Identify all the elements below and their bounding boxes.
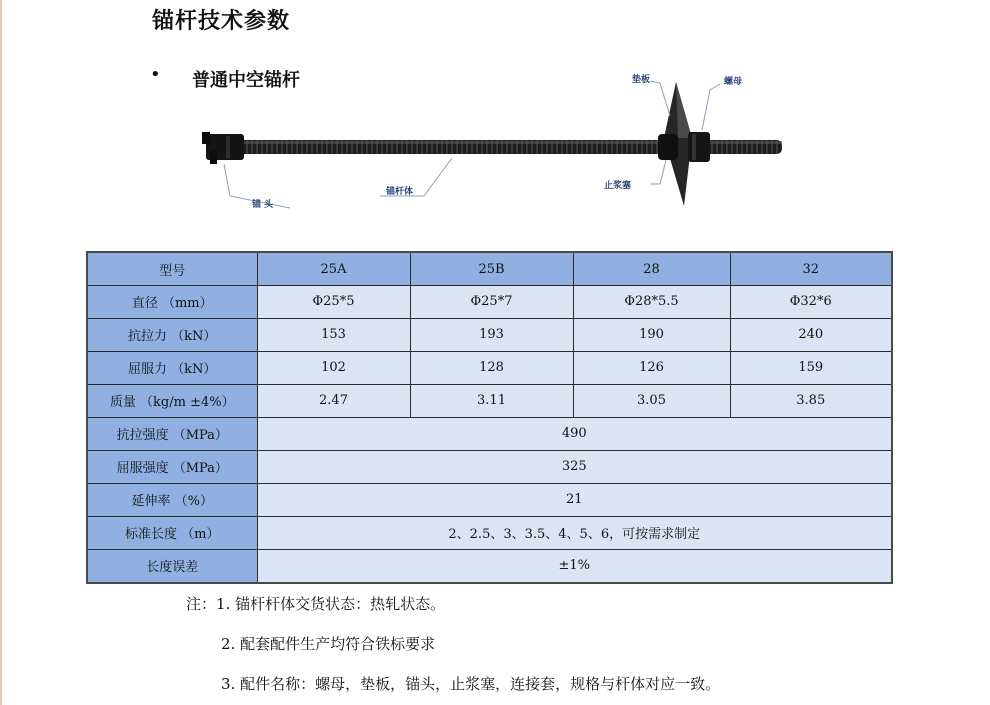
table-row [87, 483, 892, 516]
table-row [87, 450, 892, 483]
callout-head: 锚 头 [252, 200, 274, 210]
table-row [87, 351, 892, 384]
callout-stopper: 止浆塞 [604, 181, 632, 191]
row-label-cell: 屈服强度 （MPa） [87, 450, 257, 483]
value-cell: 193 [410, 318, 573, 351]
row-label-cell: 抗拉强度 （MPa） [87, 417, 257, 450]
row-label-cell: 屈服力 （kN） [87, 351, 257, 384]
merged-value-cell: ±1% [257, 549, 892, 583]
value-cell: Φ25*5 [257, 286, 410, 319]
row-label-cell: 延伸率 （%） [87, 483, 257, 516]
callout-nut: 螺母 [724, 77, 743, 87]
value-cell: 3.85 [730, 384, 892, 417]
grout-stopper [658, 134, 678, 160]
note-item: 2. 配套配件生产均符合铁标要求 [221, 635, 436, 653]
table-row [87, 417, 892, 450]
callout-plate: 垫板 [632, 75, 651, 85]
table-row [87, 549, 892, 583]
section-title: 普通中空锚杆 [192, 70, 300, 91]
merged-value-cell: 2、2.5、3、3.5、4、5、6，可按需求制定 [257, 516, 892, 549]
header-model-cell: 25B [410, 252, 573, 286]
row-label-cell: 直径 （mm） [87, 286, 257, 319]
value-cell: Φ32*6 [730, 286, 892, 319]
value-cell: 2.47 [257, 384, 410, 417]
table-row [87, 516, 892, 549]
table-header-row [87, 252, 892, 286]
note-item: 3. 配件名称：螺母，垫板，锚头，止浆塞，连接套，规格与杆体对应一致。 [221, 675, 721, 693]
page-title: 锚杆技术参数 [152, 9, 291, 34]
value-cell: Φ28*5.5 [573, 286, 730, 319]
anchor-bolt-figure [196, 70, 796, 220]
header-model-cell: 32 [730, 252, 892, 286]
table-row [87, 286, 892, 319]
value-cell: 3.11 [410, 384, 573, 417]
value-cell: 102 [257, 351, 410, 384]
spec-table [86, 251, 893, 584]
table-row [87, 318, 892, 351]
merged-value-cell: 325 [257, 450, 892, 483]
value-cell: Φ25*7 [410, 286, 573, 319]
row-label-cell: 抗拉力 （kN） [87, 318, 257, 351]
section-bullet: • [150, 64, 161, 85]
header-label-cell: 型号 [87, 252, 257, 286]
nut [688, 132, 710, 162]
page-left-rule [0, 0, 2, 705]
row-label-cell: 长度误差 [87, 549, 257, 583]
header-model-cell: 25A [257, 252, 410, 286]
value-cell: 240 [730, 318, 892, 351]
value-cell: 126 [573, 351, 730, 384]
callout-body: 锚杆体 [386, 187, 414, 197]
table-row [87, 384, 892, 417]
value-cell: 153 [257, 318, 410, 351]
row-label-cell: 质量 （kg/m ±4%） [87, 384, 257, 417]
row-label-cell: 标准长度 （m） [87, 516, 257, 549]
value-cell: 159 [730, 351, 892, 384]
merged-value-cell: 490 [257, 417, 892, 450]
value-cell: 3.05 [573, 384, 730, 417]
value-cell: 190 [573, 318, 730, 351]
value-cell: 128 [410, 351, 573, 384]
note-item: 注：1. 锚杆杆体交货状态：热轧状态。 [186, 595, 446, 613]
merged-value-cell: 21 [257, 483, 892, 516]
header-model-cell: 28 [573, 252, 730, 286]
anchor-head [202, 132, 244, 164]
